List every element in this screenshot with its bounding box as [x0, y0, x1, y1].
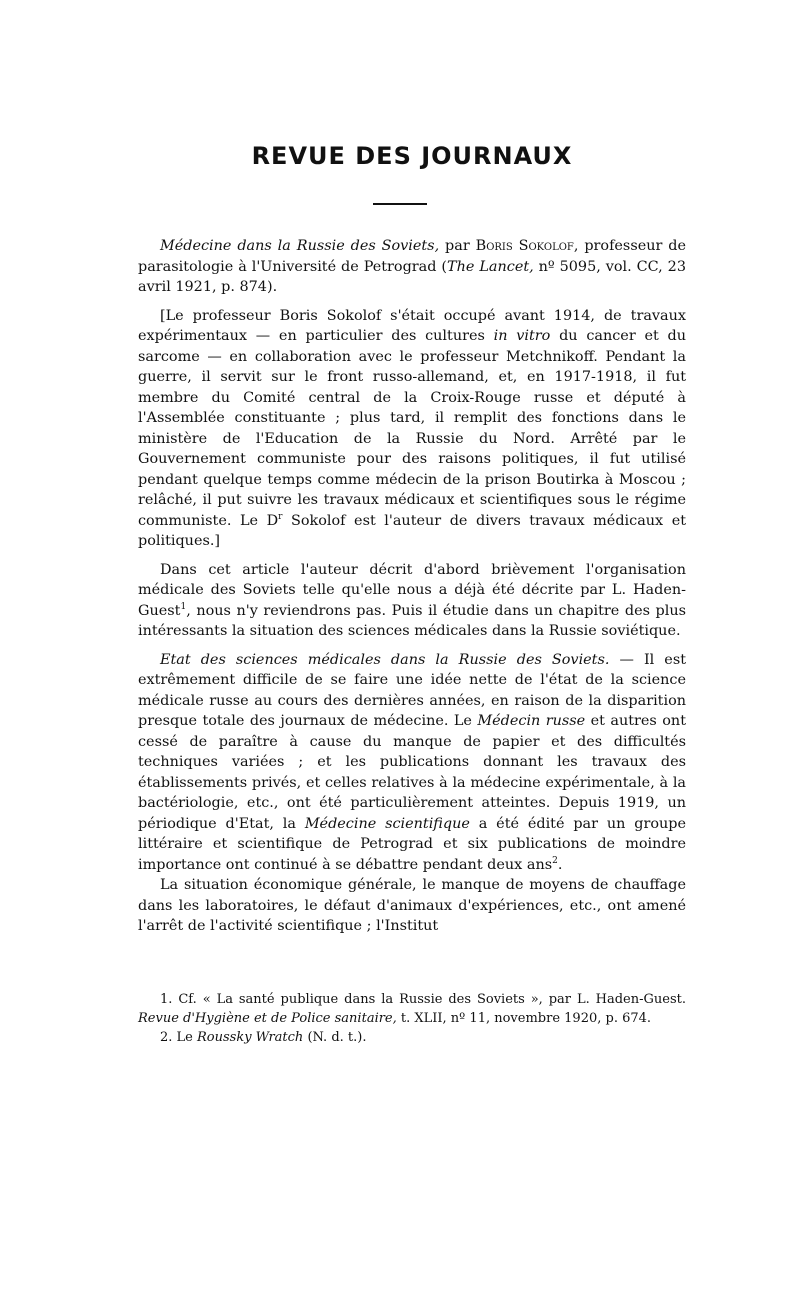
para1-text-1: Dans cet article l'auteur décrit d'abord brièvement l'organisation médicale des Soviets telle qu'elle nous a déjà été décrite par L. Haden-Guest [138, 561, 686, 619]
para1-text-2: , nous n'y reviendrons pas. Puis il étudie dans un chapitre des plus intéressants la situation des sciences médicales dans la Russie soviétique. [138, 602, 686, 639]
intro-by: par [439, 238, 476, 254]
paragraph-situation: La situation économique générale, le manque de moyens de chauffage dans les laboratoires, le défaut d'animaux d'expériences, etc., ont amené l'arrêt de l'activité scientifique ; l'Institut [138, 877, 686, 934]
fn2-text-1: 2. Le [160, 1030, 197, 1045]
fn2-text-2: (N. d. t.). [303, 1030, 367, 1045]
fn1-text-1: 1. Cf. « La santé publique dans la Russie des Soviets », par L. Haden-Guest. [160, 992, 686, 1007]
bio-in-vitro: in vitro [493, 328, 551, 344]
intro-text: professeur de parasitologie à l'Université de Petrograd ( [138, 238, 686, 275]
bio-text-1: [Le professeur Boris Sokolof s'était occupé avant 1914, de travaux expérimentaux — en particulier des cultures [138, 307, 686, 344]
fn2-roussky: Roussky Wratch [197, 1030, 304, 1045]
medecin-russe: Médecin russe [477, 713, 586, 729]
paragraph-organisation [138, 560, 686, 642]
paragraph-etat-sciences [138, 650, 686, 876]
footnote-ref-1: 1 [180, 601, 187, 612]
section-heading: Etat des sciences médicales dans la Russie des Soviets. [160, 651, 610, 668]
bio-dr-sup: r [278, 511, 283, 522]
footnote-ref-2: 2 [552, 855, 558, 866]
title-rule [373, 203, 427, 205]
bio-text-2: du cancer et du sarcome — en collaboration avec le professeur Metchnikoff. Pendant la guerre, il servit sur le front russo-allemand, et, en 1917-1918, il fut membre du Comité central de la Croix-Rouge russe et député à l'Assemblée constituante ; plus tard, il remplit des fonctions dans le ministère de l'Education de la Russie du Nord. Arrêté par le Gouvernement communiste pour des raisons politiques, il fut utilisé pendant quelque temps comme médecin de la prison Boutirka à Moscou ; relâché, il put suivre les travaux médicaux et scientifiques sous le régime communiste. Le D [138, 328, 686, 529]
journal-name: The Lancet, [447, 258, 534, 275]
fn1-text-2: t. XLII, nº 11, novembre 1920, p. 674. [396, 1011, 652, 1026]
fn1-revue: Revue d'Hygiène et de Police sanitaire, [138, 1011, 397, 1026]
para2-text-2: et autres ont cessé de paraître à cause du manque de papier et des difficultés techniques variées ; et les publications donnant les travaux des établissements privés, et celles relatives à la médecine expérimentale, à la bactériologie, etc., ont été particulièrement atteintes. Depuis 1919, un périodique d'Etat, la [138, 713, 686, 832]
para2-text-1: — Il est extrêmement difficile de se faire une idée nette de l'état de la science médicale russe au cours des dernières années, en raison de la disparition presque totale des journaux de médecine. Le [138, 651, 686, 729]
article-body [138, 236, 686, 945]
footnote-2 [138, 1028, 686, 1047]
article-title: Médecine dans la Russie des Soviets, [160, 238, 440, 254]
author-bio [138, 306, 686, 552]
footnotes [138, 990, 686, 1047]
intro-reference: nº 5095, vol. CC, 23 avril 1921, p. 874). [138, 258, 686, 295]
article-intro [138, 236, 686, 298]
footnote-1 [138, 990, 686, 1028]
bio-text-3: Sokolof est l'auteur de divers travaux médicaux et politiques.] [138, 512, 687, 549]
article-author: Boris Sokolof, [475, 238, 579, 254]
para2-text-3: a été édité par un groupe littéraire et scientifique de Petrograd et six publications de moindre importance ont continué à se débattre pendant deux ans [138, 815, 686, 873]
medecine-scientifique: Médecine scientifique [304, 815, 470, 832]
para2-text-4: . [557, 856, 563, 873]
page-title: REVUE DES JOURNAUX [251, 142, 573, 170]
